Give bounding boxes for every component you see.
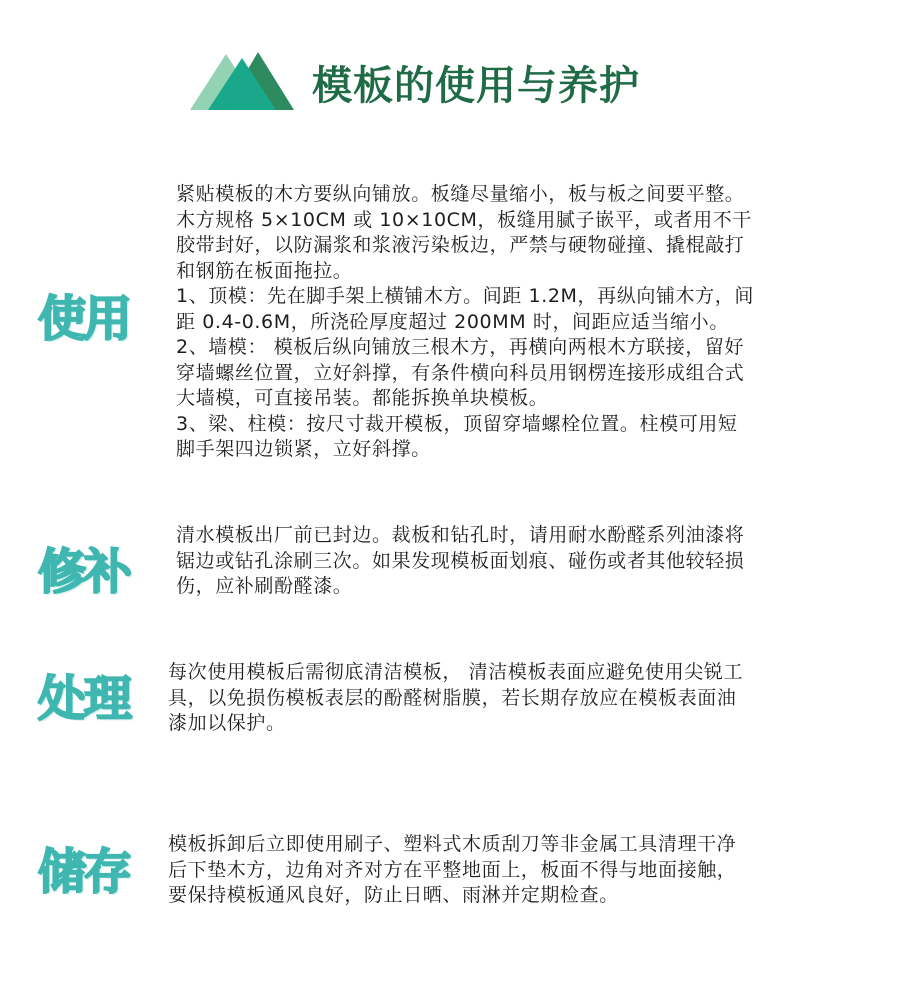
text-line: 紧贴模板的木方要纵向铺放。板缝尽量缩小，板与板之间要平整。 — [176, 183, 745, 205]
section-label-repair: 修补 — [38, 544, 131, 600]
mountain-logo-icon — [190, 48, 296, 112]
text-line: 模板拆卸后立即使用刷子、塑料式木质刮刀等非金属工具清理干净 — [168, 833, 737, 855]
text-line: 2、墙模： 模板后纵向铺放三根木方，再横向两根木方联接，留好 — [176, 336, 745, 358]
section-label-treatment: 处理 — [38, 671, 131, 727]
text-line: 3、梁、柱模：按尺寸裁开模板，顶留穿墙螺栓位置。柱模可用短 — [176, 412, 738, 435]
section-body-storage — [168, 832, 736, 909]
page-title: 模板的使用与养护 — [312, 63, 640, 109]
text-line: 脚手架四边锁紧，立好斜撑。 — [176, 438, 431, 460]
section-body-treatment — [168, 660, 743, 737]
section-body-usage — [176, 182, 754, 463]
text-line: 伤，应补刷酚醛漆。 — [176, 575, 353, 597]
text-line: 木方规格 5×10CM 或 10×10CM，板缝用腻子嵌平，或者用不干 — [176, 208, 752, 231]
page-header — [190, 46, 710, 116]
text-line: 清水模板出厂前已封边。裁板和钻孔时，请用耐水酚醛系列油漆将 — [176, 524, 745, 546]
text-line: 漆加以保护。 — [168, 712, 286, 734]
text-line: 锯边或钻孔涂刷三次。如果发现模板面划痕、碰伤或者其他较轻损 — [176, 549, 745, 572]
section-body-repair — [176, 523, 744, 600]
text-line: 穿墙螺丝位置，立好斜撑，有条件横向科员用钢楞连接形成组合式 — [176, 361, 745, 384]
text-line: 后下垫木方，边角对齐对方在平整地面上，板面不得与地面接触， — [168, 858, 737, 881]
text-line: 每次使用模板后需彻底清洁模板， 清洁模板表面应避免使用尖锐工 — [168, 661, 744, 683]
section-label-usage: 使用 — [38, 291, 131, 347]
text-line: 胶带封好，以防漏浆和浆液污染板边，严禁与硬物碰撞、撬棍敲打 — [176, 234, 745, 256]
text-line: 要保持模板通风良好，防止日晒、雨淋并定期检查。 — [168, 884, 619, 906]
text-line: 和钢筋在板面拖拉。 — [176, 259, 353, 282]
text-line: 距 0.4-0.6M，所浇砼厚度超过 200MM 时，间距应适当缩小。 — [176, 310, 729, 333]
text-line: 具，以免损伤模板表层的酚醛树脂膜，若长期存放应在模板表面油 — [168, 686, 737, 709]
section-label-storage: 储存 — [38, 844, 131, 900]
text-line: 1、顶模：先在脚手架上横铺木方。间距 1.2M，再纵向铺木方，间 — [176, 285, 754, 307]
text-line: 大墙模，可直接吊装。都能拆换单块模板。 — [176, 387, 549, 409]
